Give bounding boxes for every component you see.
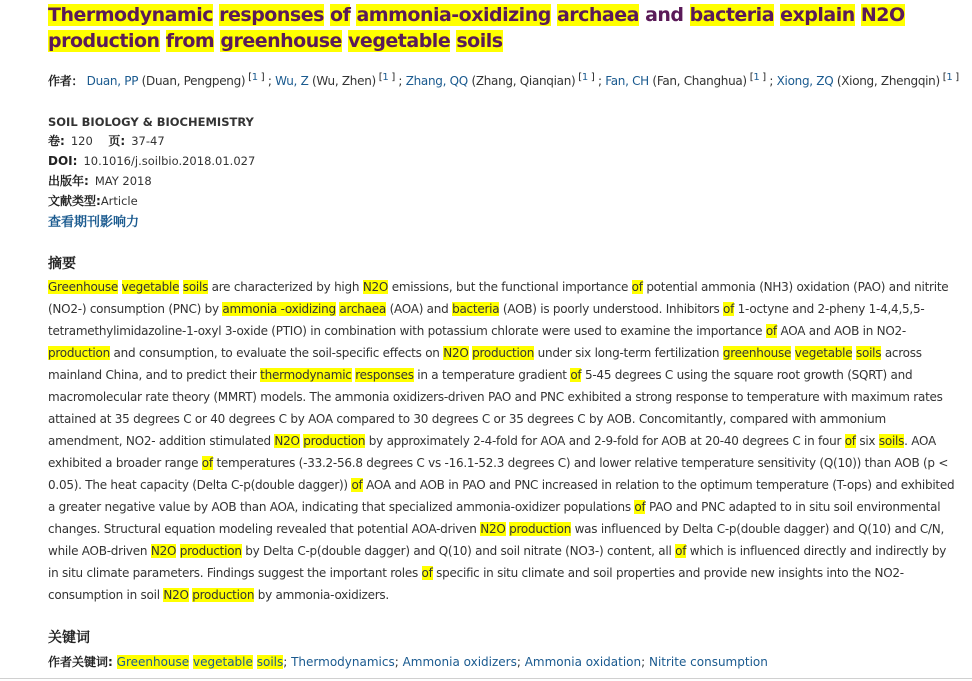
keyword-link-greenhouse-vegetable-soils[interactable] <box>117 655 284 669</box>
highlighted-term: Greenhouse <box>48 280 119 294</box>
pages-value: 37-47 <box>131 134 165 148</box>
highlighted-term: Greenhouse <box>116 655 190 669</box>
highlighted-term: production <box>472 346 535 360</box>
pubdate-value: MAY 2018 <box>94 174 152 188</box>
highlighted-term: of <box>634 500 646 514</box>
keyword-separator: ; <box>516 655 525 669</box>
volume-value: 120 <box>70 134 93 148</box>
author-fullname: (Xiong, Zhengqin) <box>833 74 940 88</box>
highlighted-term: production <box>509 522 572 536</box>
highlighted-term: of <box>421 566 433 580</box>
author-fullname: (Zhang, Qianqian) <box>467 74 576 88</box>
text-segment: PAO and PNC adapted to in situ soil environmental changes. Structural equation modeling revealed that potential AOA-driven <box>48 500 941 536</box>
highlighted-term: thermodynamic <box>260 368 352 382</box>
highlighted-term: responses <box>355 368 414 382</box>
highlighted-term: N2O <box>362 280 389 294</box>
authors-line: 作者： Duan, PP (Duan, Pengpeng) [1 ] ; Wu, Z (Wu, Zhen) [1 ] ; Zhang, QQ (Zhang, Qianqian) [1 ] ; Fan, CH (Fan, Changhua) [1 ] ; Xiong, ZQ (Xiong, Zhengqin) [1 ] <box>48 72 959 88</box>
pubdate-label: 出版年: <box>48 174 89 188</box>
highlighted-term: explain <box>780 4 855 26</box>
text-segment: in a temperature gradient <box>413 368 571 382</box>
highlighted-term: vegetable <box>794 346 853 360</box>
author-fullname: (Fan, Changhua) <box>648 74 747 88</box>
highlighted-term: responses <box>219 4 324 26</box>
highlighted-term: ammonia -oxidizing <box>222 302 336 316</box>
highlighted-term: vegetable <box>121 280 180 294</box>
keyword-link-nitrite-consumption[interactable]: Nitrite consumption <box>648 655 768 669</box>
doctype-value: Article <box>100 194 138 208</box>
author-ref[interactable]: [1 ] <box>746 72 766 83</box>
text-segment: was influenced by Delta C-p(double dagger) and Q(10) and C/N, while AOB-driven <box>48 522 945 558</box>
highlighted-term: vegetable <box>193 655 253 669</box>
highlighted-term: production <box>48 30 160 52</box>
text-segment: which is influenced directly and indirectly by in situ climate parameters. Findings suggest the important roles <box>48 544 947 580</box>
highlighted-term: N2O <box>274 434 300 448</box>
author-link-wu[interactable]: Wu, Z <box>275 74 309 88</box>
keyword-link-ammonia-oxidation[interactable]: Ammonia oxidation <box>524 655 642 669</box>
doi-value: 10.1016/j.soilbio.2018.01.027 <box>83 154 256 168</box>
text-segment: and consumption, to evaluate the soil-specific effects on <box>109 346 444 360</box>
highlighted-term: N2O <box>150 544 177 558</box>
author-ref[interactable]: [1 ] <box>245 72 265 83</box>
highlighted-term: of <box>844 434 856 448</box>
author-keywords-label: 作者关键词: <box>48 655 113 669</box>
text-segment: under six long-term fertilization <box>534 346 723 360</box>
keyword-separator: ; <box>641 655 649 669</box>
text-segment: AOA and AOB in PAO and PNC increased in relation to the optimum temperature (T-ops) and exhibited a greater negative value by AOB than AOA, indicating that specialized ammonia-oxidizer populations <box>48 478 955 514</box>
keyword-link-ammonia-oxidizers[interactable]: Ammonia oxidizers <box>402 655 517 669</box>
highlighted-term: N2O <box>163 588 189 602</box>
highlighted-term: N2O <box>443 346 469 360</box>
text-segment <box>855 4 861 26</box>
highlighted-term: of <box>201 456 213 470</box>
text-segment: are characterized by high <box>208 280 363 294</box>
text-segment: emissions, but the functional importance <box>388 280 632 294</box>
author-ref[interactable]: [1 ] <box>375 72 395 83</box>
highlighted-term: of <box>330 4 351 26</box>
highlighted-term: from <box>165 30 215 52</box>
highlighted-term: of <box>351 478 363 492</box>
text-segment: by approximately 2-4-fold for AOA and 2-9-fold for AOB at 20-40 degrees C in four <box>365 434 845 448</box>
keywords-heading: 关键词 <box>48 630 90 646</box>
volume-pages-line <box>48 131 960 151</box>
pages-label: 页: <box>108 134 126 148</box>
author-ref[interactable]: [1 ] <box>575 72 595 83</box>
author-fullname: (Wu, Zhen) <box>308 74 376 88</box>
highlighted-term: of <box>765 324 777 338</box>
doctype-label: 文献类型: <box>48 194 101 208</box>
author-link-duan[interactable]: Duan, PP <box>86 74 139 88</box>
text-segment <box>160 30 166 52</box>
text-segment: AOA and AOB in NO2- <box>776 324 907 338</box>
article-title <box>48 0 960 54</box>
pubdate-line <box>48 171 960 191</box>
text-segment: across mainland China, and to predict their <box>48 346 922 382</box>
text-segment: six <box>855 434 879 448</box>
text-segment: and <box>638 4 690 26</box>
text-segment: potential ammonia (NH3) oxidation (PAO) and nitrite (NO2-) consumption (PNC) by <box>48 280 949 316</box>
highlighted-term: Thermodynamic <box>48 4 214 26</box>
doi-label: DOI: <box>48 154 78 168</box>
text-segment: temperatures (-33.2-56.8 degrees C vs -16.1-52.3 degrees C) and lower relative temperature sensitivity (Q(10)) than AOB (p < 0.05). The heat capacity (Delta C-p(double dagger)) <box>48 456 949 492</box>
highlighted-term: N2O <box>860 4 905 26</box>
highlighted-term: of <box>631 280 643 294</box>
doi-line <box>48 151 960 171</box>
highlighted-term: of <box>570 368 582 382</box>
highlighted-term: archaea <box>556 4 639 26</box>
text-segment: by Delta C-p(double dagger) and Q(10) and soil nitrate (NO3-) content, all <box>241 544 676 558</box>
author-link-xiong[interactable]: Xiong, ZQ <box>776 74 834 88</box>
keyword-separator: ; <box>394 655 403 669</box>
author-link-zhang[interactable]: Zhang, QQ <box>405 74 468 88</box>
authors-label: 作者： <box>48 74 84 88</box>
text-segment: 1-octyne and 2-pheny 1-4,4,5,5-tetramethylimidazoline-1-oxyl 3-oxide (PTIO) in combination with potassium chlorate were used to examine the importance <box>48 302 925 338</box>
text-segment: (AOA) and <box>386 302 453 316</box>
highlighted-term: soils <box>256 655 284 669</box>
highlighted-term: soils <box>182 280 209 294</box>
highlighted-term: production <box>192 588 255 602</box>
highlighted-term: soils <box>878 434 905 448</box>
abstract-text <box>48 276 960 606</box>
highlighted-term: of <box>723 302 735 316</box>
text-segment: specific in situ climate and soil properties and provide new insights into the NO2- consumption in soil <box>48 566 904 602</box>
highlighted-term: greenhouse <box>722 346 792 360</box>
highlighted-term: greenhouse <box>220 30 342 52</box>
highlighted-term: production <box>303 434 366 448</box>
doctype-line <box>48 191 960 211</box>
author-keywords-line <box>48 652 960 672</box>
author-fullname: (Duan, Pengpeng) <box>138 74 246 88</box>
highlighted-term: production <box>179 544 242 558</box>
highlighted-term: soils <box>456 30 503 52</box>
keyword-link-thermodynamics[interactable]: Thermodynamics <box>291 655 395 669</box>
text-segment: (AOB) is poorly understood. Inhibitors <box>499 302 724 316</box>
text-segment: . AOA exhibited a broader range <box>48 434 936 470</box>
highlighted-term: production <box>48 346 110 360</box>
highlighted-term: soils <box>855 346 882 360</box>
page-bottom-divider <box>0 678 972 679</box>
author-ref[interactable]: [1 ] <box>939 72 959 83</box>
volume-label: 卷: <box>48 134 65 148</box>
record-page <box>48 0 960 672</box>
text-segment: by ammonia-oxidizers. <box>254 588 389 602</box>
highlighted-term: archaea <box>339 302 386 316</box>
journal-impact-link[interactable]: 查看期刊影响力 <box>48 215 140 230</box>
highlighted-term: bacteria <box>689 4 775 26</box>
highlighted-term: bacteria <box>452 302 500 316</box>
keyword-separator: ; <box>283 655 292 669</box>
highlighted-term: of <box>675 544 687 558</box>
journal-name: SOIL BIOLOGY & BIOCHEMISTRY <box>48 115 254 129</box>
highlighted-term: vegetable <box>348 30 451 52</box>
highlighted-term: ammonia-oxidizing <box>356 4 551 26</box>
author-link-fan[interactable]: Fan, CH <box>605 74 649 88</box>
text-segment: 5-45 degrees C using the square root growth (SQRT) and macromolecular rate theory (MMRT) models. The ammonia oxidizers-driven PAO and PNC exhibited a strong response to temperature with maximum rates attained at 35 degrees C or 40 degrees C by AOA compared to 30 degrees C or 35 degrees C by AOB. Concomitantly, compared with ammonium amendment, NO2- addition stimulated <box>48 368 943 448</box>
highlighted-term: N2O <box>480 522 506 536</box>
abstract-heading: 摘要 <box>48 256 76 272</box>
